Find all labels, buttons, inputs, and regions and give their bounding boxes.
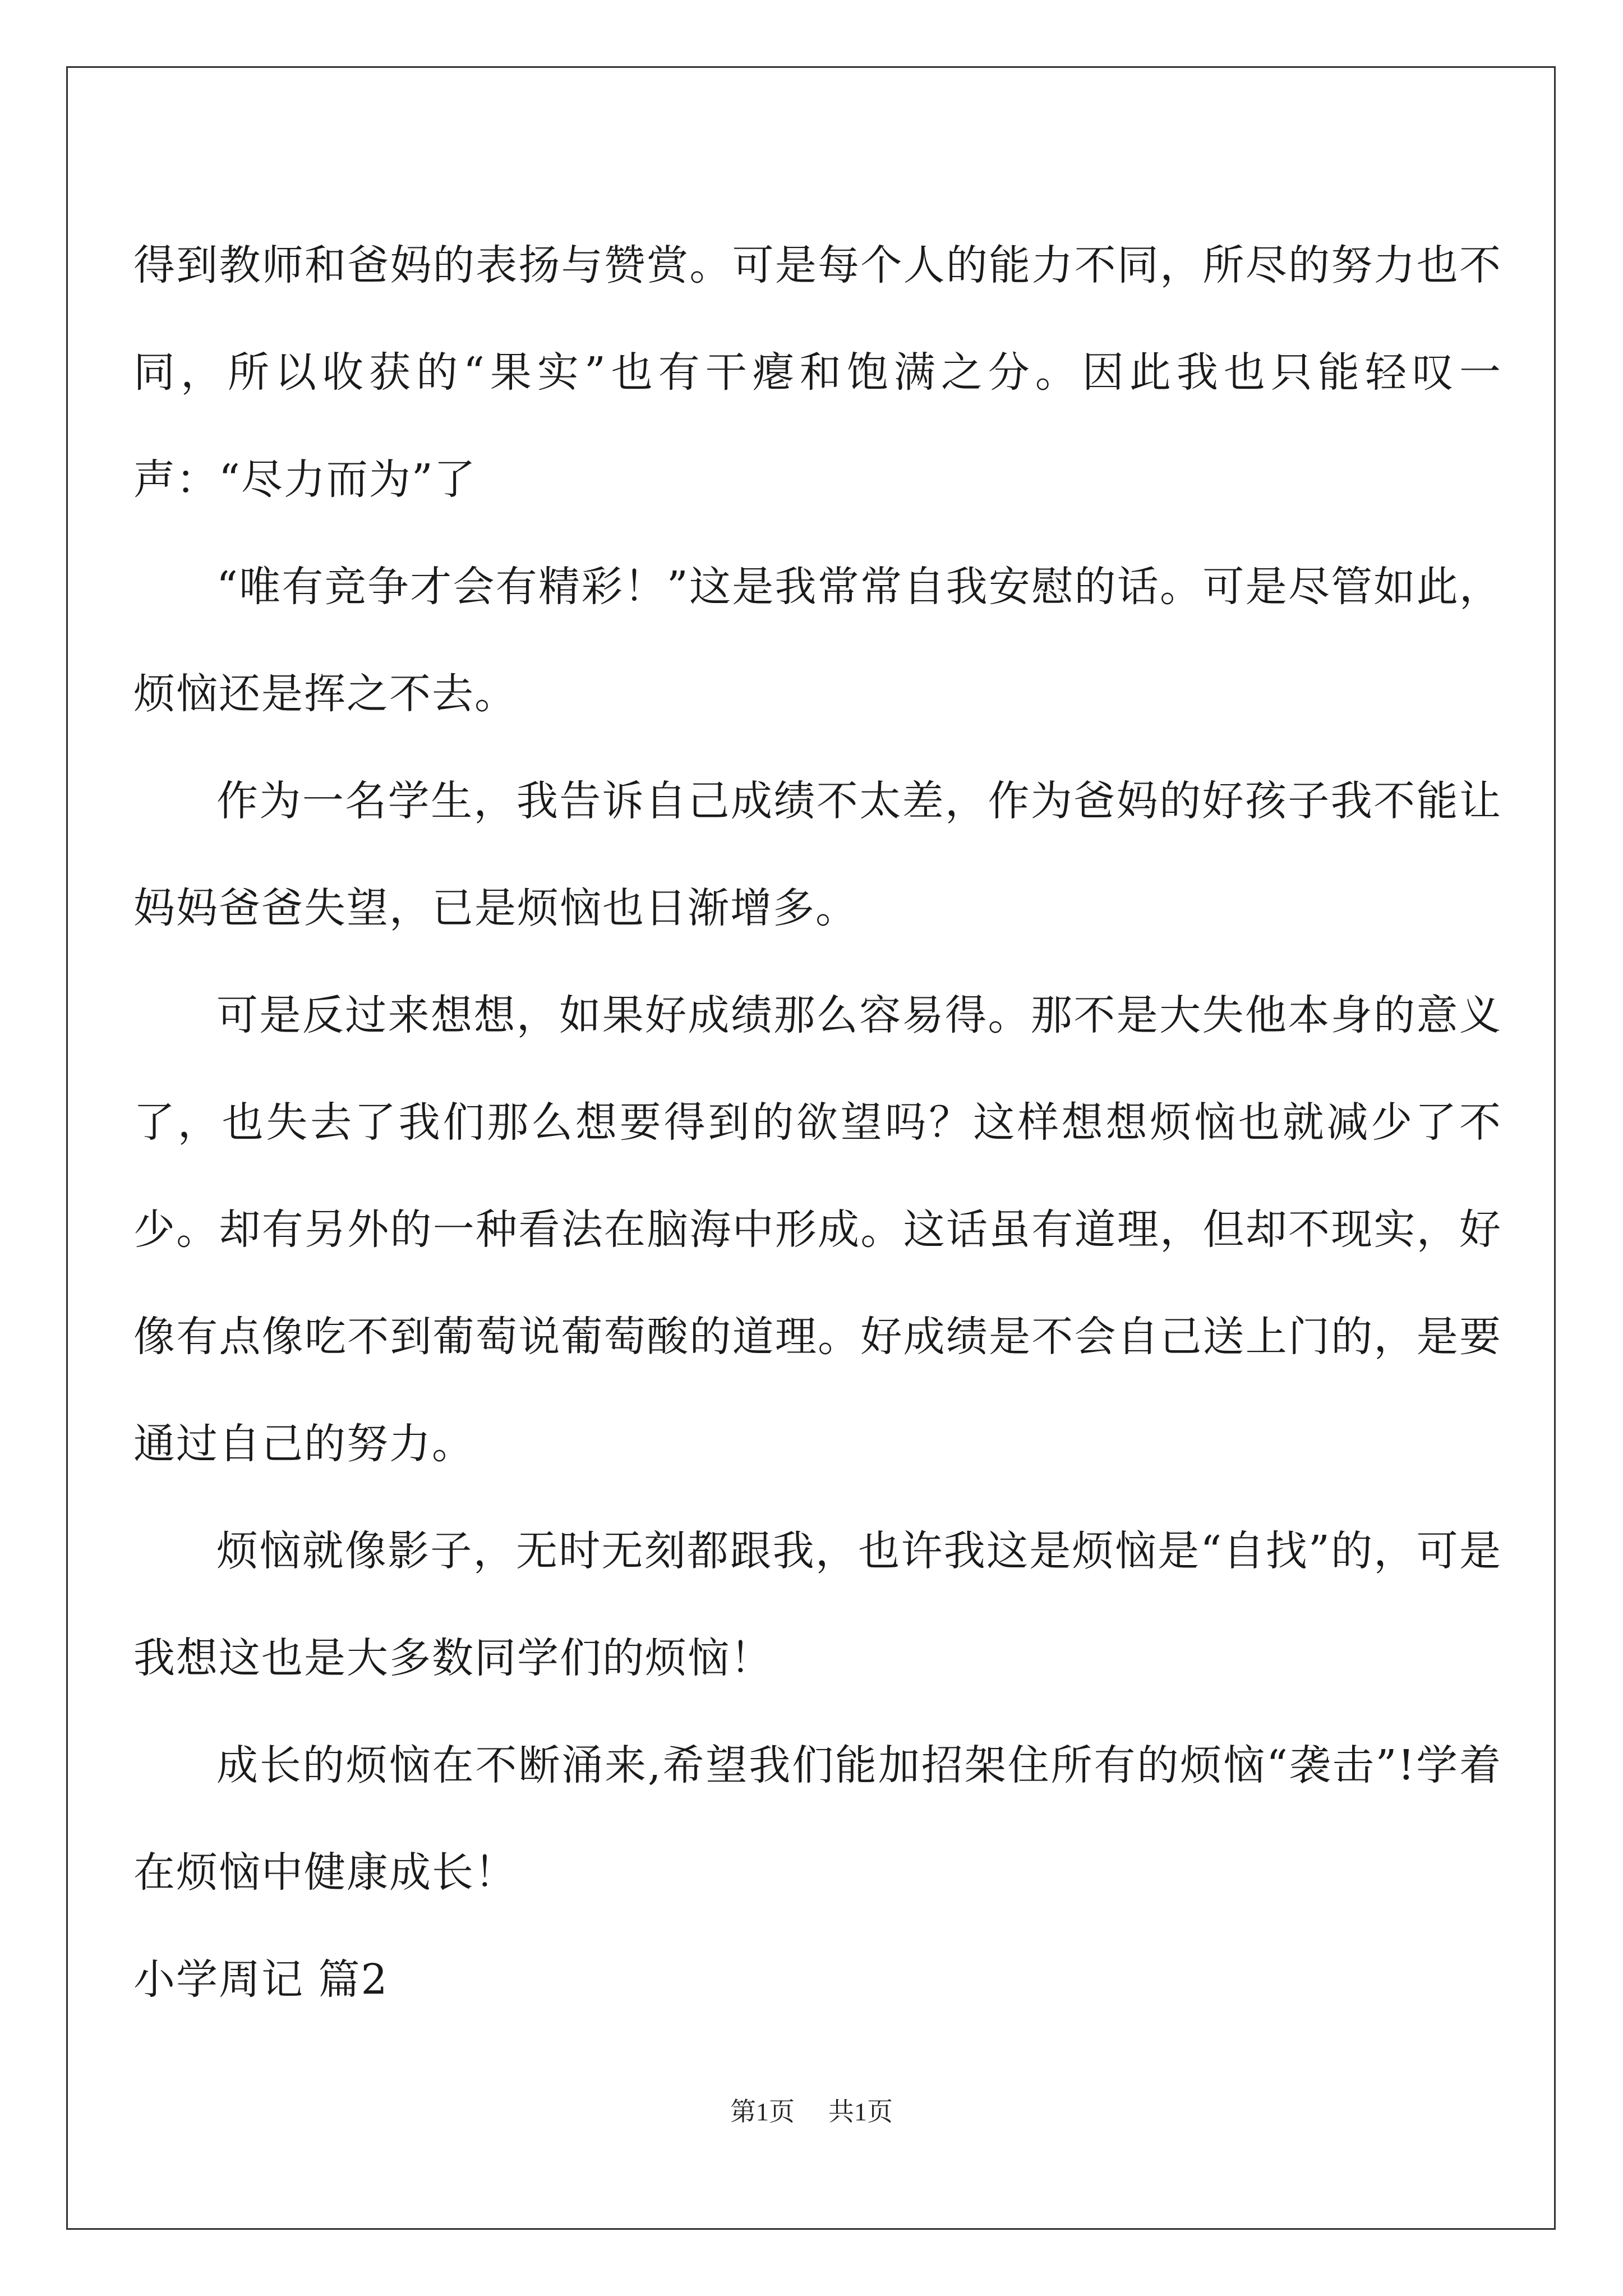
paragraph-3: 作为一名学生，我告诉自己成绩不太差，作为爸妈的好孩子我不能让妈妈爸爸失望，已是烦恼也日渐增多。 [133, 777, 1502, 932]
paragraph-1: 得到教师和爸妈的表扬与赞赏。可是每个人的能力不同，所尽的努力也不同，所以收获的“果实”也有干瘪和饱满之分。因此我也只能轻叹一声：“尽力而为”了 [133, 241, 1502, 504]
page-number: 第1页 [730, 2097, 795, 2126]
paragraph-4: 可是反过来想想，如果好成绩那么容易得。那不是大失他本身的意义了，也失去了我们那么想要得到的欲望吗？这样想想烦恼也就减少了不少。却有另外的一种看法在脑海中形成。这话虽有道理，但却不现实，好像有点像吃不到葡萄说葡萄酸的道理。好成绩是不会自己送上门的，是要通过自己的努力。 [133, 991, 1502, 1468]
document-body [133, 212, 1502, 2033]
page-total: 共1页 [828, 2097, 893, 2126]
page-footer [0, 2091, 1623, 2128]
paragraph-2: “唯有竞争才会有精彩！”这是我常常自我安慰的话。可是尽管如此，烦恼还是挥之不去。 [133, 563, 1502, 718]
paragraph-5: 烦恼就像影子，无时无刻都跟我，也许我这是烦恼是“自找”的，可是我想这也是大多数同学们的烦恼！ [133, 1527, 1502, 1682]
paragraph-6: 成长的烦恼在不断涌来,希望我们能加招架住所有的烦恼“袭击”!学着在烦恼中健康成长！ [133, 1741, 1502, 1897]
section-heading: 小学周记 篇2 [133, 1955, 389, 2004]
